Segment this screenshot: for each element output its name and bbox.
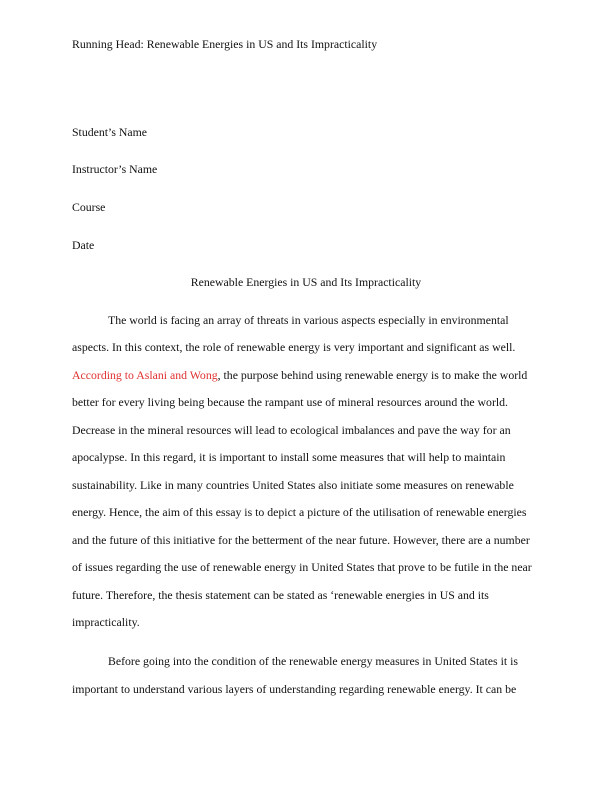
student-name: Student’s Name	[72, 125, 148, 139]
paragraph-line: aspects. In this context, the role of renewable energy is very important and significant as well.	[72, 340, 516, 354]
paragraph-line: energy. Hence, the aim of this essay is to depict a picture of the utilisation of renewable energies	[72, 505, 527, 519]
paragraph-line	[72, 368, 527, 382]
paragraph-line: apocalypse. In this regard, it is important to install some measures that will help to maintain	[72, 450, 506, 464]
paragraph-line-rest: , the purpose behind using renewable energy is to make the world	[217, 368, 528, 382]
date: Date	[72, 238, 95, 252]
paragraph-line: Decrease in the mineral resources will lead to ecological imbalances and pave the way for an	[72, 423, 511, 437]
paragraph-line: The world is facing an array of threats in various aspects especially in environmental	[108, 313, 509, 327]
running-head: Running Head: Renewable Energies in US and Its Impracticality	[72, 37, 378, 51]
course: Course	[72, 200, 106, 214]
paragraph-line: and the future of this initiative for the betterment of the near future. However, there are a number	[72, 533, 530, 547]
paragraph-line: sustainability. Like in many countries United States also initiate some measures on renewable	[72, 478, 514, 492]
paragraph-line: impracticality.	[72, 615, 140, 629]
paragraph-line: of issues regarding the use of renewable energy in United States that prove to be futile in the near	[72, 560, 532, 574]
paragraph-line: better for every living being because the rampant use of mineral resources around the world.	[72, 395, 508, 409]
paragraph-line: important to understand various layers of understanding regarding renewable energy. It can be	[72, 682, 517, 696]
page-title: Renewable Energies in US and Its Impracticality	[190, 275, 422, 289]
citation-text: According to Aslani and Wong	[72, 368, 218, 382]
paragraph-line: future. Therefore, the thesis statement can be stated as ‘renewable energies in US and its	[72, 588, 489, 602]
instructor-name: Instructor’s Name	[72, 162, 158, 176]
paragraph-line: Before going into the condition of the renewable energy measures in United States it is	[108, 654, 518, 668]
